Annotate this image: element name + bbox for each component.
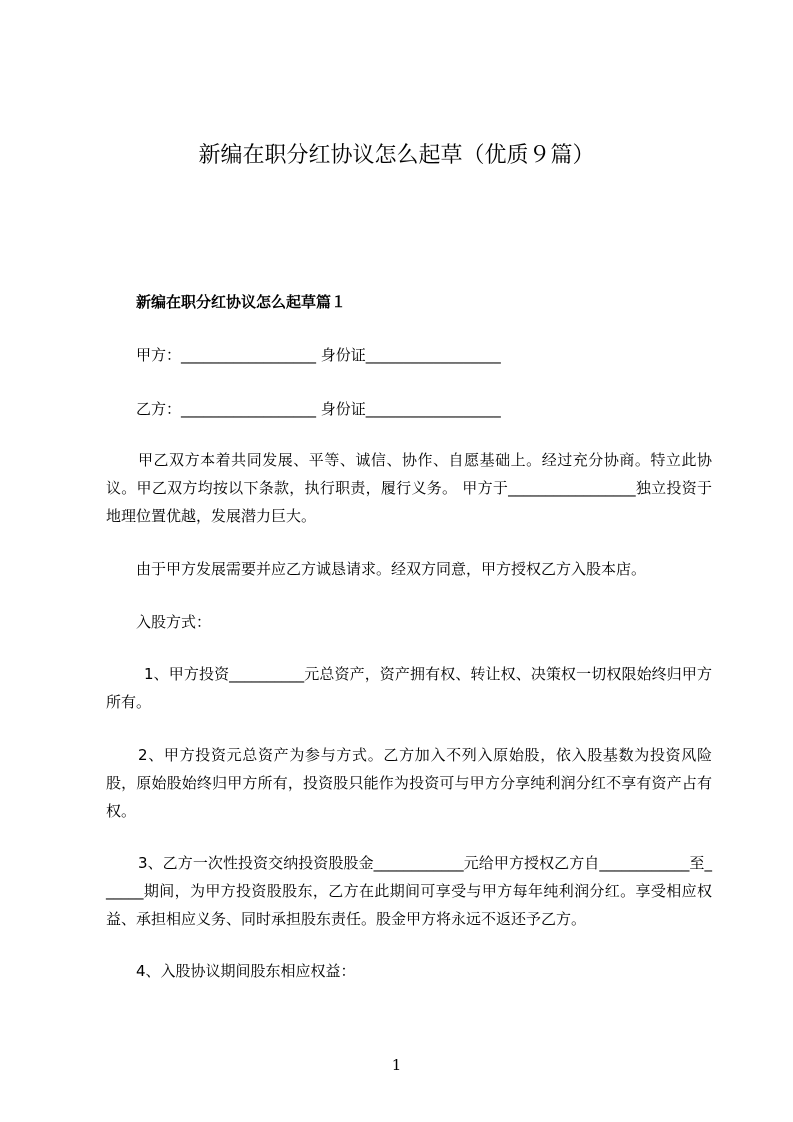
section-heading: 新编在职分红协议怎么起草篇１ [136, 293, 347, 311]
clause-2-paragraph: 2、甲方投资元总资产为参与方式。乙方加入不列入原始股，依入股基数为投资风险股，原始股始终归甲方所有，投资股只能作为投资可与甲方分享纯利润分红不享有资产占有权。 [106, 746, 712, 820]
party-b-line: 乙方：__________________ 身份证__________________ [136, 400, 501, 418]
intro-paragraph: 甲乙双方本着共同发展、平等、诚信、协作、自愿基础上。经过充分协商。特立此协议。甲乙双方均按以下条款，执行职责，履行义务。 甲方于_________________独立投资于地理位置优越，发展潜力巨大。 [106, 451, 712, 525]
page-number: 1 [391, 1056, 402, 1074]
clause-3-paragraph: 3、乙方一次性投资交纳投资股股金____________元给甲方授权乙方自____________至______期间，为甲方投资股股东，乙方在此期间可享受与甲方每年纯利润分红。享受相应权益、承担相应义务、同时承担股东责任。股金甲方将永远不返还予乙方。 [106, 854, 712, 928]
clause-4-paragraph: 4、入股协议期间股东相应权益： [136, 962, 356, 980]
investment-method-heading: 入股方式： [136, 613, 212, 631]
party-a-line: 甲方：__________________ 身份证__________________ [136, 346, 501, 364]
clause-1-paragraph: 1、甲方投资__________元总资产，资产拥有权、转让权、决策权一切权限始终归甲方所有。 [106, 665, 712, 711]
document-title: 新编在职分红协议怎么起草（优质９篇） [198, 143, 595, 168]
authorization-paragraph: 由于甲方发展需要并应乙方诚恳请求。经双方同意，甲方授权乙方入股本店。 [136, 560, 647, 578]
